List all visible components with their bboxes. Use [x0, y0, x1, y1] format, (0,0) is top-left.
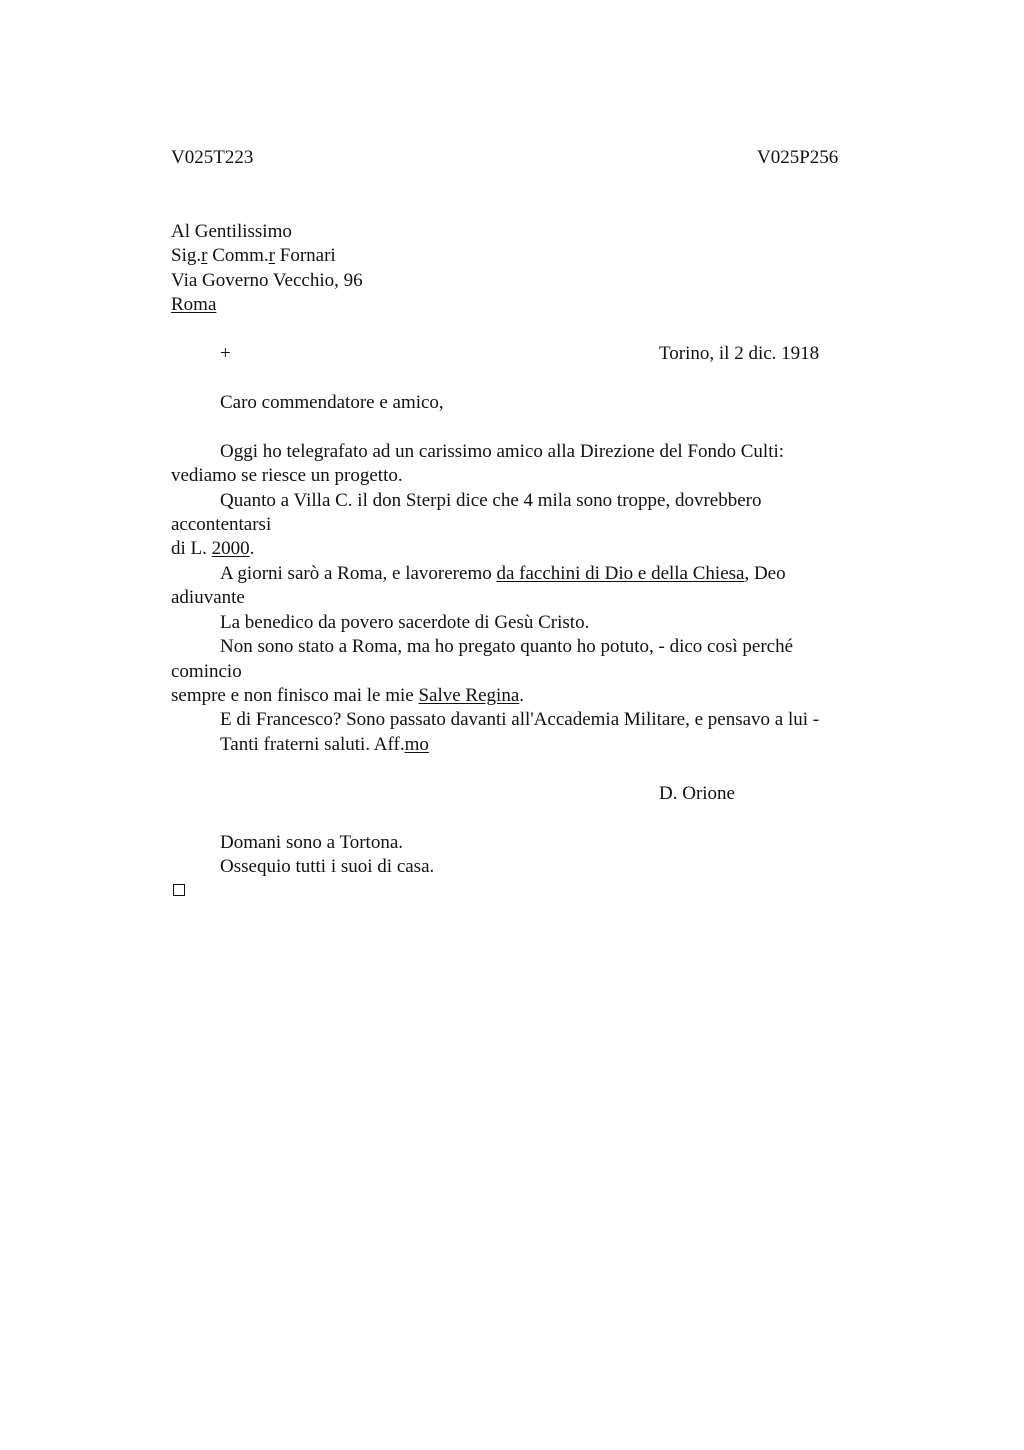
body-line: vediamo se riesce un progetto. [171, 465, 403, 486]
body-text: . [519, 685, 524, 706]
end-square-icon [173, 884, 185, 896]
underlined-prayer: Salve Regina [418, 685, 520, 706]
postscript-line-1: Domani sono a Tortona. [220, 832, 404, 853]
body-line: Non sono stato a Roma, ma ho pregato quanto ho potuto, - dico così perché [220, 636, 794, 657]
postscript-line-2: Ossequio tutti i suoi di casa. [220, 856, 435, 877]
body-text: Tanti fraterni saluti. Aff. [220, 734, 405, 755]
cross-mark: + [220, 343, 231, 364]
address-city: Roma [171, 294, 217, 315]
document-code-right: V025P256 [757, 147, 839, 168]
document-code-left: V025T223 [171, 147, 254, 168]
body-line: comincio [171, 661, 242, 682]
place-date: Torino, il 2 dic. 1918 [659, 343, 820, 364]
address-title-text: Sig. [171, 245, 202, 266]
underlined-abbrev: mo [404, 734, 429, 755]
body-line [220, 562, 786, 586]
body-line: Oggi ho telegrafato ad un carissimo amico alla Direzione del Fondo Culti: [220, 441, 785, 462]
address-comm-sup: r [268, 245, 275, 266]
address-title-sup: r [201, 245, 208, 266]
salutation: Caro commendatore e amico, [220, 392, 444, 413]
body-line: accontentarsi [171, 514, 272, 535]
underlined-phrase: da facchini di Dio e della Chiesa [496, 563, 745, 584]
body-line: Quanto a Villa C. il don Sterpi dice che 4 mila sono troppe, dovrebbero [220, 490, 762, 511]
address-line-3: Via Governo Vecchio, 96 [171, 270, 363, 291]
body-text: sempre e non finisco mai le mie [171, 685, 419, 706]
address-name-text: Fornari [275, 245, 336, 266]
body-text: di L. [171, 538, 212, 559]
body-line: E di Francesco? Sono passato davanti all'Accademia Militare, e pensavo a lui - [220, 709, 820, 730]
body-text: A giorni sarò a Roma, e lavoreremo [220, 563, 497, 584]
closing-line [220, 733, 429, 757]
body-line [171, 684, 524, 708]
body-line: adiuvante [171, 587, 245, 608]
address-line-1: Al Gentilissimo [171, 221, 292, 242]
address-line-2 [171, 244, 336, 268]
body-line [171, 537, 254, 561]
body-line: La benedico da povero sacerdote di Gesù Cristo. [220, 612, 590, 633]
address-comm-text: Comm. [207, 245, 269, 266]
underlined-amount: 2000 [211, 538, 250, 559]
body-text: , Deo [744, 563, 786, 584]
signature: D. Orione [659, 783, 735, 804]
body-text: . [249, 538, 255, 559]
